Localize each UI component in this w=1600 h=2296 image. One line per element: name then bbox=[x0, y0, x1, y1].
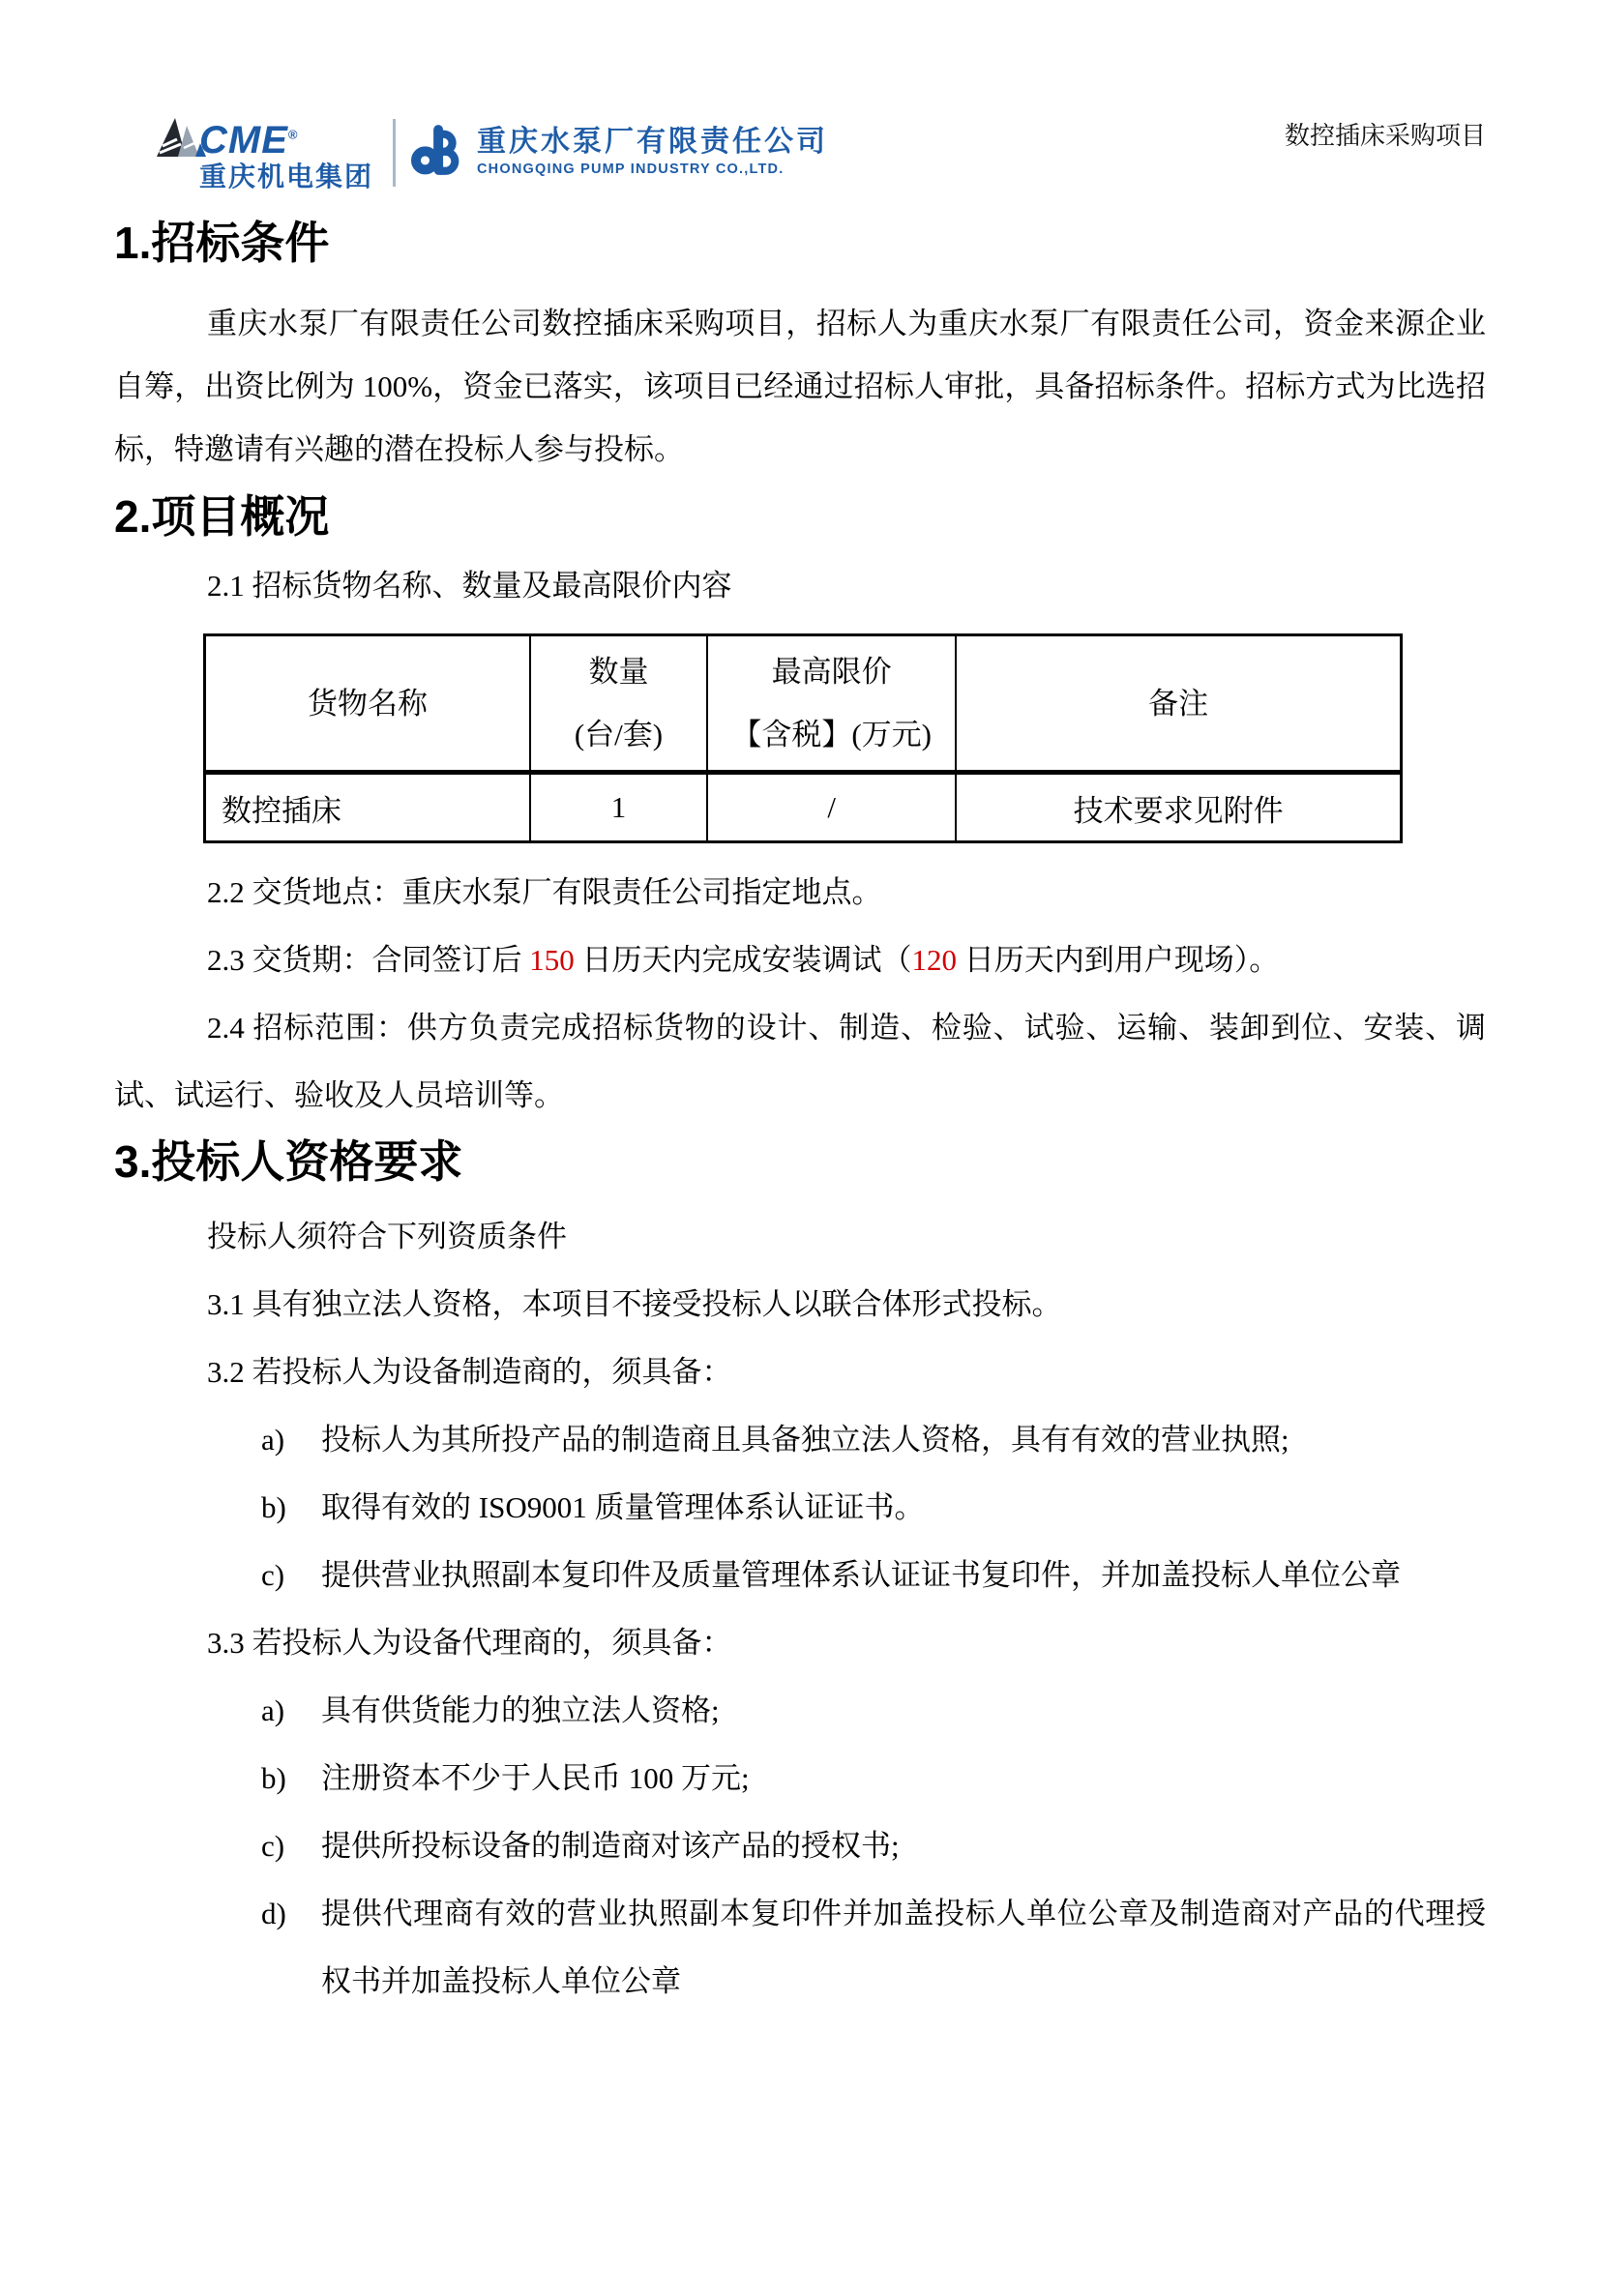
pump-monogram-icon bbox=[411, 123, 467, 182]
logo-divider bbox=[393, 119, 396, 187]
list-3-2 bbox=[261, 1406, 1486, 1609]
item-2-3-part1: 2.3 交货期：合同签订后 bbox=[207, 943, 530, 977]
list-item-text: 提供所投标设备的制造商对该产品的授权书; bbox=[321, 1829, 900, 1863]
list-item-marker: a) bbox=[261, 1693, 285, 1727]
list-item-text: 提供代理商有效的营业执照副本复印件并加盖投标人单位公章及制造商对产品的代理授权书并加盖投标人单位公章 bbox=[321, 1897, 1486, 1998]
project-label: 数控插床采购项目 bbox=[1284, 121, 1486, 150]
item-2-2: 2.2 交货地点：重庆水泵厂有限责任公司指定地点。 bbox=[207, 875, 882, 909]
goods-table-header-row bbox=[205, 635, 1402, 773]
header-quantity-line1: 数量 bbox=[588, 655, 649, 689]
list-item-text: 提供营业执照副本复印件及质量管理体系认证证书复印件，并加盖投标人单位公章 bbox=[321, 1558, 1401, 1592]
section1-title: 1.招标条件 bbox=[114, 218, 330, 268]
item-2-1: 2.1 招标货物名称、数量及最高限价内容 bbox=[207, 569, 732, 603]
cme-wordmark: CME® bbox=[199, 119, 299, 162]
header-price-line1: 最高限价 bbox=[771, 655, 892, 689]
section1-paragraph: 重庆水泵厂有限责任公司数控插床采购项目，招标人为重庆水泵厂有限责任公司，资金来源企业自筹，出资比例为 100%，资金已落实，该项目已经通过招标人审批，具备招标条件。招标方式为比选招标，特邀请有兴趣的潜在投标人参与投标。 bbox=[114, 307, 1486, 466]
goods-table-row bbox=[205, 773, 1402, 842]
logo-group bbox=[155, 114, 828, 191]
section3-title: 3.投标人资格要求 bbox=[114, 1136, 463, 1187]
list-item bbox=[261, 1474, 1486, 1542]
list-item-marker: b) bbox=[261, 1490, 286, 1524]
list-item bbox=[261, 1677, 1486, 1745]
pump-logo bbox=[411, 123, 828, 182]
item-3-1: 3.1 具有独立法人资格，本项目不接受投标人以联合体形式投标。 bbox=[207, 1287, 1062, 1321]
item-2-3-part3: 日历天内到用户现场）。 bbox=[957, 943, 1280, 977]
delivery-days-value: 150 bbox=[529, 943, 575, 977]
list-3-3 bbox=[261, 1677, 1486, 2016]
header-price-limit bbox=[707, 635, 956, 773]
cme-logo bbox=[155, 114, 373, 191]
cell-note: 技术要求见附件 bbox=[956, 773, 1401, 842]
list-item bbox=[261, 1745, 1486, 1812]
cme-group-name: 重庆机电集团 bbox=[199, 162, 374, 191]
header-note: 备注 bbox=[956, 635, 1401, 773]
item-3-2: 3.2 若投标人为设备制造商的，须具备： bbox=[207, 1355, 732, 1389]
pump-company-name-en: CHONGQING PUMP INDUSTRY CO.,LTD. bbox=[477, 162, 785, 178]
item-2-3-part2: 日历天内完成安装调试（ bbox=[574, 943, 912, 977]
list-item bbox=[261, 1812, 1486, 1880]
header-goods-name: 货物名称 bbox=[205, 635, 530, 773]
list-item-text: 投标人为其所投产品的制造商且具备独立法人资格，具有有效的营业执照; bbox=[321, 1423, 1289, 1457]
cell-price-limit: / bbox=[707, 773, 956, 842]
pump-company-name-cn: 重庆水泵厂有限责任公司 bbox=[477, 126, 829, 159]
item-3-3: 3.3 若投标人为设备代理商的，须具备： bbox=[207, 1626, 732, 1660]
cell-goods-name: 数控插床 bbox=[205, 773, 530, 842]
list-item-marker: d) bbox=[261, 1897, 286, 1930]
header-quantity bbox=[530, 635, 707, 773]
goods-table bbox=[203, 633, 1403, 843]
list-item bbox=[261, 1406, 1486, 1474]
section3-intro: 投标人须符合下列资质条件 bbox=[207, 1220, 567, 1253]
item-2-4: 2.4 招标范围：供方负责完成招标货物的设计、制造、检验、试验、运输、装卸到位、安装、调试、试运行、验收及人员培训等。 bbox=[114, 1011, 1486, 1112]
page-header bbox=[114, 114, 1486, 197]
list-item bbox=[261, 1542, 1486, 1609]
list-item-text: 注册资本不少于人民币 100 万元; bbox=[321, 1761, 750, 1795]
header-price-line2: 【含税】(万元) bbox=[731, 718, 932, 751]
list-item bbox=[261, 1880, 1486, 2016]
header-quantity-line2: (台/套) bbox=[574, 718, 664, 751]
item-2-3 bbox=[114, 927, 1486, 994]
pump-logo-text bbox=[477, 128, 828, 177]
cme-logo-text bbox=[199, 121, 373, 191]
list-item-marker: c) bbox=[261, 1558, 285, 1592]
section2-title: 2.项目概况 bbox=[114, 491, 330, 542]
list-item-marker: a) bbox=[261, 1423, 285, 1457]
onsite-days-value: 120 bbox=[911, 943, 957, 977]
registered-mark: ® bbox=[287, 127, 299, 142]
list-item-text: 具有供货能力的独立法人资格; bbox=[321, 1693, 720, 1727]
cell-quantity: 1 bbox=[530, 773, 707, 842]
list-item-text: 取得有效的 ISO9001 质量管理体系认证证书。 bbox=[321, 1490, 925, 1524]
list-item-marker: b) bbox=[261, 1761, 286, 1795]
list-item-marker: c) bbox=[261, 1829, 285, 1863]
